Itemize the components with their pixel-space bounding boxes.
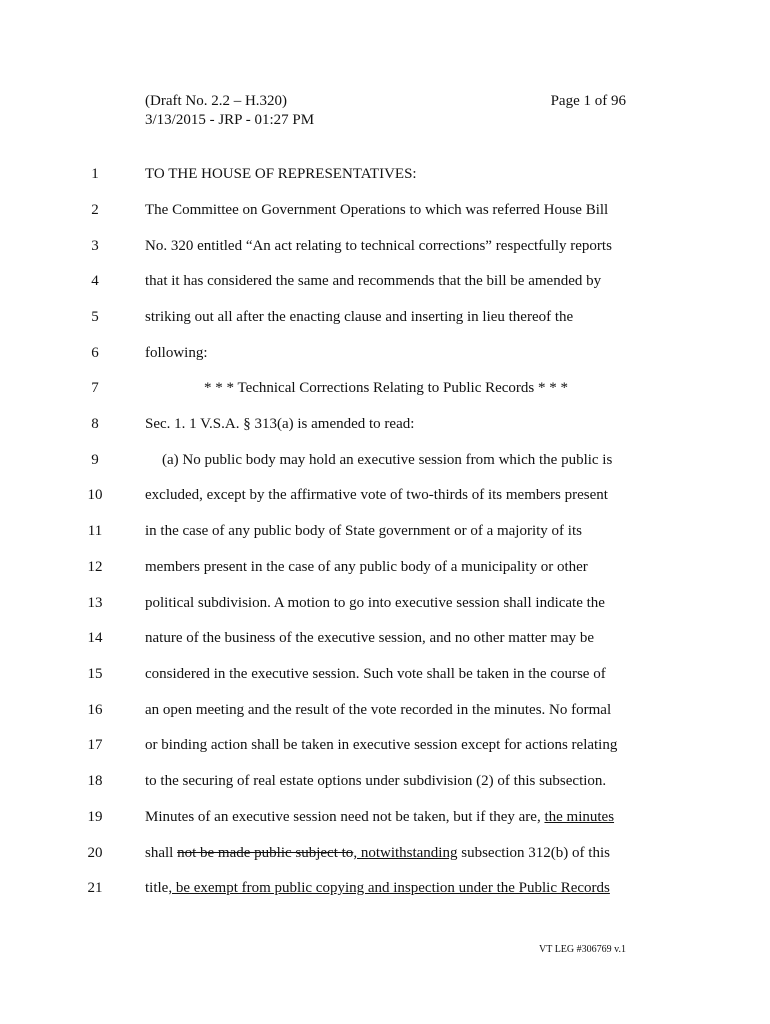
draft-number: (Draft No. 2.2 – H.320) [145,93,288,109]
line-text: nature of the business of the executive session, and no other matter may be [145,630,595,646]
draft-header [145,92,314,130]
line-number: 17 [87,737,103,753]
plain-text: title [145,880,169,896]
line-text: TO THE HOUSE OF REPRESENTATIVES: [145,166,417,182]
line-text: (a) No public body may hold an executive session from which the public is [162,452,613,468]
text-line [0,806,770,828]
line-text: that it has considered the same and recommends that the bill be amended by [145,273,602,289]
line-number: 13 [87,595,103,611]
line-number: 4 [91,273,99,289]
line-number: 1 [91,166,99,182]
text-line [0,199,770,221]
text-line [0,877,770,899]
text-line [0,484,770,506]
text-line [0,235,770,257]
text-line [0,699,770,721]
line-text [145,877,610,899]
section-heading: * * * Technical Corrections Relating to Public Records * * * [203,380,569,396]
line-number: 12 [87,559,103,575]
line-number: 5 [91,309,99,325]
line-number: 3 [91,238,99,254]
text-line [0,342,770,364]
text-line [0,842,770,864]
plain-text: shall [145,845,178,861]
line-text: Sec. 1. 1 V.S.A. § 313(a) is amended to read: [145,416,415,432]
deleted-text: not be made public subject to [177,845,354,861]
plain-text: subsection 312(b) of this [457,845,610,861]
line-number: 8 [91,416,99,432]
line-text: political subdivision. A motion to go into executive session shall indicate the [145,595,605,611]
inserted-text: , be exempt from public copying and inspection under the Public Records [168,880,610,896]
line-number: 15 [87,666,103,682]
line-text: No. 320 entitled “An act relating to technical corrections” respectfully reports [145,238,612,254]
text-line [0,306,770,328]
line-text [145,842,610,864]
line-number: 20 [87,845,103,861]
line-number: 7 [91,380,99,396]
line-text: striking out all after the enacting clause and inserting in lieu thereof the [145,309,574,325]
plain-text: Minutes of an executive session need not be taken, but if they are, [145,809,545,825]
text-line [0,770,770,792]
line-text [145,806,614,828]
text-line [0,627,770,649]
line-text: or binding action shall be taken in executive session except for actions relating [145,737,618,753]
text-line [0,734,770,756]
line-text: following: [145,345,208,361]
text-line [0,413,770,435]
line-number: 10 [87,487,103,503]
line-number: 18 [87,773,103,789]
line-number: 19 [87,809,103,825]
line-text: excluded, except by the affirmative vote of two-thirds of its members present [145,487,608,503]
inserted-text: the minutes [544,809,615,825]
line-number: 16 [87,702,103,718]
text-line [0,449,770,471]
line-number: 21 [87,880,103,896]
text-line [0,377,770,399]
document-footer: VT LEG #306769 v.1 [539,944,626,955]
text-line [0,556,770,578]
text-line [0,520,770,542]
line-text: The Committee on Government Operations to which was referred House Bill [145,202,609,218]
line-number: 11 [87,523,103,539]
line-number: 6 [91,345,99,361]
text-line [0,163,770,185]
line-text: members present in the case of any public body of a municipality or other [145,559,588,575]
line-text: in the case of any public body of State government or of a majority of its [145,523,582,539]
text-line [0,270,770,292]
text-line [0,592,770,614]
line-text: considered in the executive session. Such vote shall be taken in the course of [145,666,606,682]
line-number: 14 [87,630,103,646]
inserted-text: , notwithstanding [353,845,458,861]
line-text: to the securing of real estate options under subdivision (2) of this subsection. [145,773,607,789]
line-number: 2 [91,202,99,218]
text-line [0,663,770,685]
line-text: an open meeting and the result of the vote recorded in the minutes. No formal [145,702,612,718]
page-number: Page 1 of 96 [550,93,626,109]
line-number: 9 [91,452,99,468]
draft-date: 3/13/2015 - JRP - 01:27 PM [145,112,315,128]
